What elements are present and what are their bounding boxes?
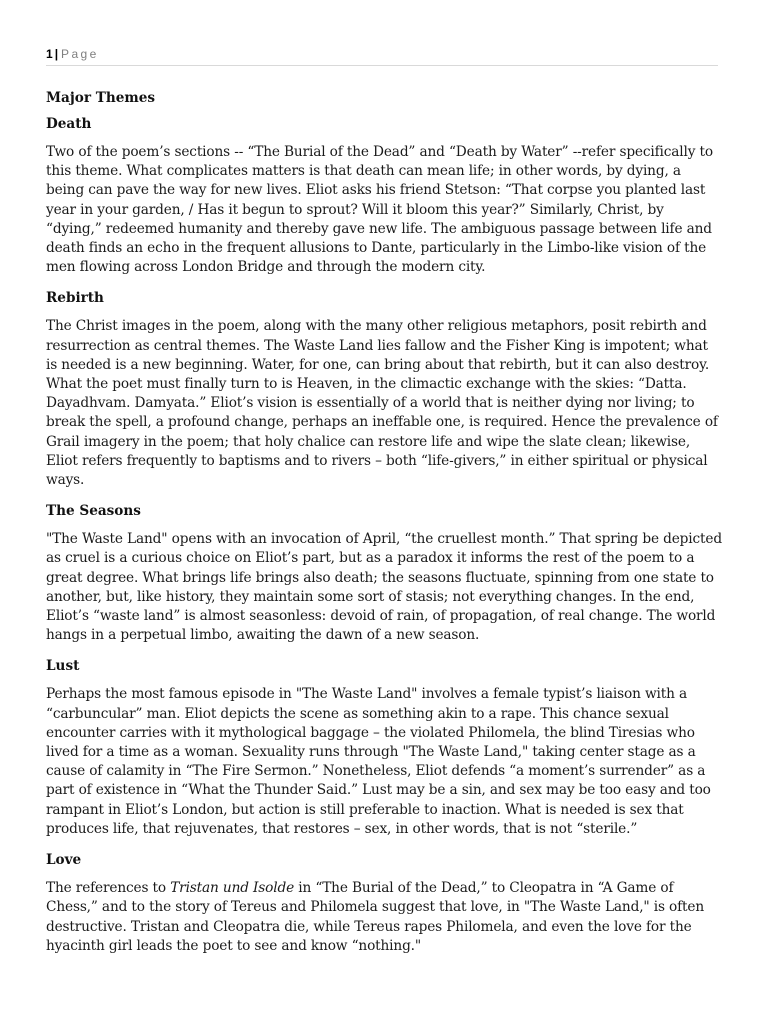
- italic-title: Tristan und Isolde: [170, 880, 295, 897]
- section-paragraph: [46, 879, 722, 956]
- page-number: 1: [46, 47, 53, 61]
- section-heading: Lust: [46, 658, 80, 675]
- document-title: Major Themes: [46, 90, 156, 106]
- document-body: [46, 90, 722, 969]
- section-lust: [46, 658, 722, 839]
- section-love: [46, 852, 722, 956]
- section-death: [46, 116, 722, 277]
- page-word: Page: [61, 47, 99, 61]
- paragraph-text: in “The Burial of the Dead,” to Cleopatra in “A Game of Chess,” and to the story of Tereus and Philomela suggest that love, in "The Waste Land," is often destructive. Tristan and Cleopatra die, while Tereus rapes Philomela, and even the love for the hyacinth girl leads the poet to see and know “nothing.": [46, 880, 705, 954]
- page-separator: |: [54, 47, 59, 61]
- section-rebirth: [46, 290, 722, 490]
- paragraph-text: The references to: [46, 880, 171, 897]
- section-paragraph: Perhaps the most famous episode in "The Waste Land" involves a female typist’s liaison with a “carbuncular” man. Eliot depicts the scene as something akin to a rape. This chance sexual encounter carries with it mythological baggage – the violated Philomela, the blind Tiresias who lived for a time as a woman. Sexuality runs through "The Waste Land," taking center stage as a cause of calamity in “The Fire Sermon.” Nonetheless, Eliot defends “a moment’s surrender” as a part of existence in “What the Thunder Said.” Lust may be a sin, and sex may be too easy and too rampant in Eliot’s London, but action is still preferable to inaction. What is needed is sex that produces life, that rejuvenates, that restores – sex, in other words, that is not “sterile.”: [46, 686, 711, 837]
- section-heading: Rebirth: [46, 290, 104, 307]
- section-paragraph: The Christ images in the poem, along with the many other religious metaphors, posit rebirth and resurrection as central themes. The Waste Land lies fallow and the Fisher King is impotent; what is needed is a new beginning. Water, for one, can bring about that rebirth, but it can also destroy. What the poet must finally turn to is Heaven, in the climactic exchange with the skies: “Datta. Dayadhvam. Damyata.” Eliot’s vision is essentially of a world that is neither dying nor living; to break the spell, a profound change, perhaps an ineffable one, is required. Hence the prevalence of Grail imagery in the poem; that holy chalice can restore life and wipe the slate clean; likewise, Eliot refers frequently to baptisms and to rivers – both “life-givers,” in either spiritual or physical ways.: [46, 318, 718, 489]
- page-header: [46, 47, 718, 66]
- section-the-seasons: [46, 503, 722, 645]
- section-heading: Death: [46, 116, 92, 132]
- section-paragraph: "The Waste Land" opens with an invocation of April, “the cruellest month.” That spring be depicted as cruel is a curious choice on Eliot’s part, but as a paradox it informs the rest of the poem to a great degree. What brings life brings also death; the seasons fluctuate, spinning from one state to another, but, like history, they maintain some sort of stasis; not everything changes. In the end, Eliot’s “waste land” is almost seasonless: devoid of rain, of propagation, of real change. The world hangs in a perpetual limbo, awaiting the dawn of a new season.: [46, 531, 722, 644]
- section-heading: The Seasons: [46, 503, 141, 520]
- section-heading: Love: [46, 852, 82, 869]
- section-paragraph: Two of the poem’s sections -- “The Burial of the Dead” and “Death by Water” --refer specifically to this theme. What complicates matters is that death can mean life; in other words, by dying, a being can pave the way for new lives. Eliot asks his friend Stetson: “That corpse you planted last year in your garden, / Has it begun to sprout? Will it bloom this year?” Similarly, Christ, by “dying,” redeemed humanity and thereby gave new life. The ambiguous passage between life and death finds an echo in the frequent allusions to Dante, particularly in the Limbo-like vision of the men flowing across London Bridge and through the modern city.: [46, 144, 713, 276]
